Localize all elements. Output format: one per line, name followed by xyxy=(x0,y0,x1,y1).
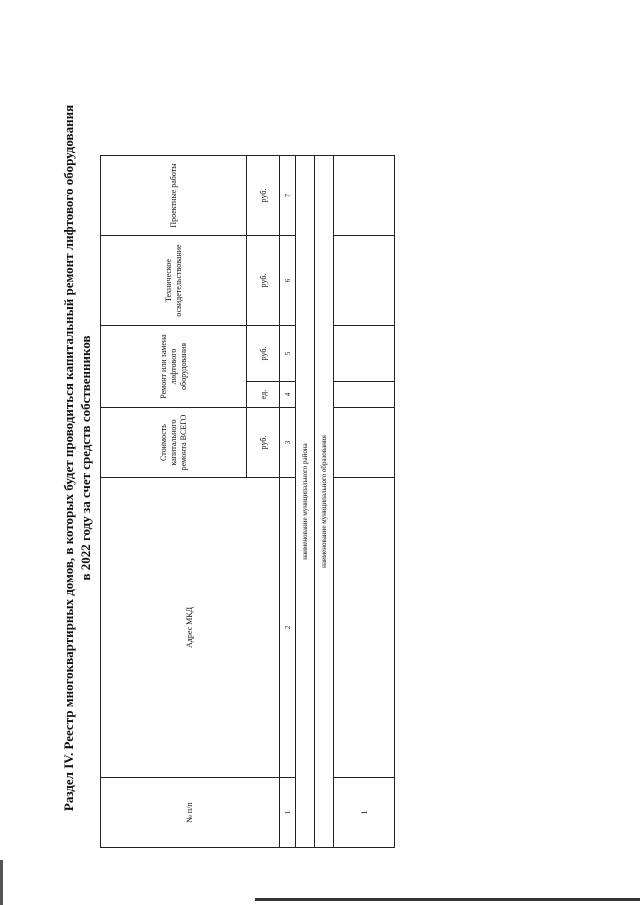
header-lift-repair: Ремонт или замена лифтового оборудования xyxy=(101,326,247,408)
row-lift-units xyxy=(334,382,395,408)
scan-edge-bottom xyxy=(255,898,640,901)
colnum-1: 1 xyxy=(280,778,296,848)
unit-design: руб. xyxy=(247,156,280,236)
page-title xyxy=(60,68,94,848)
row-tech-survey xyxy=(334,236,395,326)
colnum-7: 7 xyxy=(280,156,296,236)
unit-lift-cost: руб. xyxy=(247,326,280,382)
registry-table xyxy=(100,155,395,848)
header-address: Адрес МКД xyxy=(101,478,280,778)
row-address xyxy=(334,478,395,778)
colnum-6: 6 xyxy=(280,236,296,326)
unit-total-cost: руб. xyxy=(247,408,280,478)
row-total-cost xyxy=(334,408,395,478)
row-num: 1 xyxy=(334,778,395,848)
table-row xyxy=(334,156,395,848)
colnum-3: 3 xyxy=(280,408,296,478)
header-num: № п/п xyxy=(101,778,280,848)
header-tech-survey: Техническое освидетельствование xyxy=(101,236,247,326)
scan-edge-left xyxy=(0,860,3,905)
colnum-2: 2 xyxy=(280,478,296,778)
colnum-5: 5 xyxy=(280,326,296,382)
unit-lift-units: ед. xyxy=(247,382,280,408)
header-total-cost: Стоимость капитального ремонта ВСЕГО xyxy=(101,408,247,478)
title-line-1: Раздел IV. Реестр многоквартирных домов, в которых будет проводиться капитальный ремонт лифтового оборудования xyxy=(61,104,76,812)
district-row: наименование муниципального района xyxy=(296,156,315,848)
title-line-2: в 2022 году за счет средств собственников xyxy=(78,335,93,581)
unit-tech-survey: руб. xyxy=(247,236,280,326)
rotated-page xyxy=(60,68,580,848)
colnum-4: 4 xyxy=(280,382,296,408)
municipality-row: наименование муниципального образования xyxy=(315,156,334,848)
row-lift-cost xyxy=(334,326,395,382)
header-design: Проектные работы xyxy=(101,156,247,236)
row-design xyxy=(334,156,395,236)
